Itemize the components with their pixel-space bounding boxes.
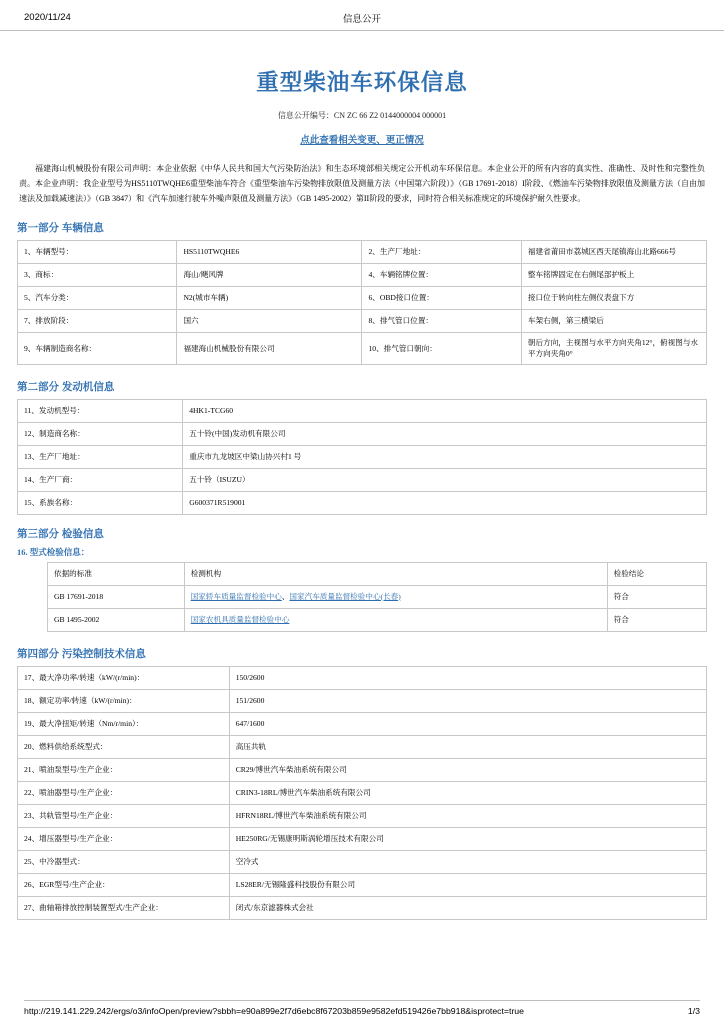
cell-value: 151/2600 xyxy=(229,689,706,712)
cell-label: 19、最大净扭矩/转速（Nm/r/min）： xyxy=(18,712,230,735)
table-row xyxy=(18,666,707,689)
cell-label: 25、中冷器型式： xyxy=(18,850,230,873)
cell-standard: GB 1495-2002 xyxy=(48,608,185,631)
cell-value: 海山/飓风牌 xyxy=(177,264,362,287)
cell-value: 朝后方向，主视图与水平方向夹角12°，俯视图与水平方向夹角0° xyxy=(521,333,706,365)
inspection-subtitle: 16. 型式检验信息： xyxy=(17,546,90,557)
cell-label: 23、共轨管型号/生产企业： xyxy=(18,804,230,827)
cell-label: 17、最大净功率/转速（kW/(r/min)： xyxy=(18,666,230,689)
cell-result: 符合 xyxy=(607,585,706,608)
cell-label: 5、汽车分类： xyxy=(18,287,177,310)
header-divider xyxy=(0,30,724,31)
cell-label: 8、排气管口位置： xyxy=(362,310,521,333)
publication-number: 信息公开编号：CN ZC 66 Z2 0144000004 000001 xyxy=(277,111,447,120)
table-row xyxy=(18,735,707,758)
inspection-table xyxy=(47,562,707,632)
cell-value: 4HK1-TCG60 xyxy=(183,399,707,422)
cell-value: 647/1600 xyxy=(229,712,706,735)
table-row xyxy=(18,399,707,422)
table-header-row xyxy=(48,562,707,585)
table-row xyxy=(18,310,707,333)
cell-label: 7、排放阶段： xyxy=(18,310,177,333)
table-row xyxy=(18,445,707,468)
company-statement: 福建海山机械股份有限公司声明：本企业依据《中华人民共和国大气污染防治法》和生态环境部相关规定公开机动车环保信息。本企业公开的所有内容的真实性、准确性、及时性和完整性负责。本企业声明：我企业型号为HS5110TWQHE6重型柴油车符合《重型柴油车污染物排放限值及测量方法（中国第六阶段）》（GB 17691-2018）I阶段、《燃油车污染物排放限值及测量方法（自由加速法及加载减速法）》（GB 3847）和《汽车加速行驶车外噪声限值及测量方法》（GB 1495-2002）第II阶段的要求，同时符合相关标准规定的环境保护耐久性要求。 xyxy=(19,164,705,203)
cell-standard: GB 17691-2018 xyxy=(48,585,185,608)
cell-label: 14、生产厂商： xyxy=(18,468,183,491)
cell-value: 福建省莆田市荔城区西天尾镇海山北路666号 xyxy=(521,241,706,264)
agency-link[interactable]: 国家汽车质量监督检验中心(长春) xyxy=(289,591,401,601)
cell-result: 符合 xyxy=(607,608,706,631)
table-row xyxy=(18,333,707,365)
table-row xyxy=(18,264,707,287)
footer-row xyxy=(24,1006,700,1016)
cell-label: 4、车辆铭牌位置： xyxy=(362,264,521,287)
cell-label: 27、曲轴箱排放控制装置型式/生产企业： xyxy=(18,896,230,919)
cell-label: 12、制造商名称： xyxy=(18,422,183,445)
table-row xyxy=(18,712,707,735)
cell-label: 22、喷油器型号/生产企业： xyxy=(18,781,230,804)
change-info-link-wrap xyxy=(17,132,707,146)
table-row xyxy=(18,491,707,514)
section-title-pollution: 第四部分 污染控制技术信息 xyxy=(17,647,146,660)
cell-label: 20、燃料供给系统型式： xyxy=(18,735,230,758)
cell-label: 15、系族名称： xyxy=(18,491,183,514)
footer-url[interactable]: http://219.141.229.242/ergs/o3/infoOpen/preview?sbbh=e90a899e2f7d6ebc8f67203b859e9582efd519426e7bb918&isprotect=true xyxy=(24,1006,524,1016)
cell-label: 10、排气管口朝向： xyxy=(362,333,521,365)
cell-label: 18、额定功率/转速（kW/(r/min)： xyxy=(18,689,230,712)
cell-value: 高压共轨 xyxy=(229,735,706,758)
cell-value: CRIN3-18RL/博世汽车柴油系统有限公司 xyxy=(229,781,706,804)
cell-value: 150/2600 xyxy=(229,666,706,689)
table-row xyxy=(18,468,707,491)
page-footer xyxy=(0,1000,724,1024)
section-title-vehicle: 第一部分 车辆信息 xyxy=(17,222,104,235)
engine-info-table xyxy=(17,399,707,515)
footer-page-number: 1/3 xyxy=(687,1006,700,1016)
cell-value: LS28ER/无锡隆盛科技股份有限公司 xyxy=(229,873,706,896)
cell-value: 重庆市九龙坡区中梁山协兴村1 号 xyxy=(183,445,707,468)
agency-separator: 、 xyxy=(281,591,290,601)
cell-label: 9、车辆制造商名称： xyxy=(18,333,177,365)
cell-label: 13、生产厂地址： xyxy=(18,445,183,468)
cell-label: 6、OBD接口位置： xyxy=(362,287,521,310)
table-row xyxy=(18,873,707,896)
cell-value: N2(城市车辆) xyxy=(177,287,362,310)
cell-value: 五十铃(中国)发动机有限公司 xyxy=(183,422,707,445)
cell-label: 24、增压器型号/生产企业： xyxy=(18,827,230,850)
cell-value: 车架右侧，第三横梁后 xyxy=(521,310,706,333)
cell-label: 21、喷油泵型号/生产企业： xyxy=(18,758,230,781)
agency-link[interactable]: 国家农机具质量监督检验中心 xyxy=(190,614,290,624)
cell-label: 11、发动机型号： xyxy=(18,399,183,422)
table-row xyxy=(18,758,707,781)
table-row xyxy=(18,827,707,850)
cell-agency xyxy=(184,585,607,608)
cell-value: HFRN18RL/博世汽车柴油系统有限公司 xyxy=(229,804,706,827)
cell-value: 接口位于转向柱左侧仪表盘下方 xyxy=(521,287,706,310)
table-row xyxy=(18,422,707,445)
column-header-result: 检验结论 xyxy=(607,562,706,585)
cell-label: 2、生产厂地址： xyxy=(362,241,521,264)
table-row xyxy=(18,287,707,310)
cell-value: G600371R519001 xyxy=(183,491,707,514)
pollution-control-table xyxy=(17,666,707,920)
section-title-engine: 第二部分 发动机信息 xyxy=(17,380,115,393)
table-row xyxy=(18,689,707,712)
page-header xyxy=(0,0,724,25)
footer-divider xyxy=(24,1000,700,1001)
cell-value: CR29/博世汽车柴油系统有限公司 xyxy=(229,758,706,781)
cell-value: HE250RG/无锡康明斯涡轮增压技术有限公司 xyxy=(229,827,706,850)
page-title: 重型柴油车环保信息 xyxy=(256,70,468,95)
cell-value: HS5110TWQHE6 xyxy=(177,241,362,264)
table-row xyxy=(18,241,707,264)
cell-value: 空冷式 xyxy=(229,850,706,873)
table-row xyxy=(48,585,707,608)
cell-value: 整车铭牌固定在右侧尾部护板上 xyxy=(521,264,706,287)
table-row xyxy=(18,781,707,804)
cell-agency xyxy=(184,608,607,631)
column-header-agency: 检测机构 xyxy=(184,562,607,585)
column-header-standard: 依据的标准 xyxy=(48,562,185,585)
table-row xyxy=(18,896,707,919)
cell-value: 福建海山机械股份有限公司 xyxy=(177,333,362,365)
inspection-table-wrap xyxy=(17,562,707,632)
cell-label: 1、车辆型号： xyxy=(18,241,177,264)
table-row xyxy=(18,804,707,827)
header-date: 2020/11/24 xyxy=(24,12,71,23)
cell-label: 26、EGR型号/生产企业： xyxy=(18,873,230,896)
header-title: 信息公开 xyxy=(342,13,381,25)
table-row xyxy=(48,608,707,631)
vehicle-info-table xyxy=(17,240,707,365)
cell-value: 闭式/东京滤器株式会社 xyxy=(229,896,706,919)
table-row xyxy=(18,850,707,873)
cell-value: 国六 xyxy=(177,310,362,333)
agency-link[interactable]: 国家轿车质量监督检验中心 xyxy=(190,591,282,601)
cell-value: 五十铃（ISUZU） xyxy=(183,468,707,491)
document-content xyxy=(0,65,724,920)
change-info-link[interactable]: 点此查看相关变更、更正情况 xyxy=(300,136,424,146)
cell-label: 3、商标： xyxy=(18,264,177,287)
section-title-inspection: 第三部分 检验信息 xyxy=(17,527,104,540)
